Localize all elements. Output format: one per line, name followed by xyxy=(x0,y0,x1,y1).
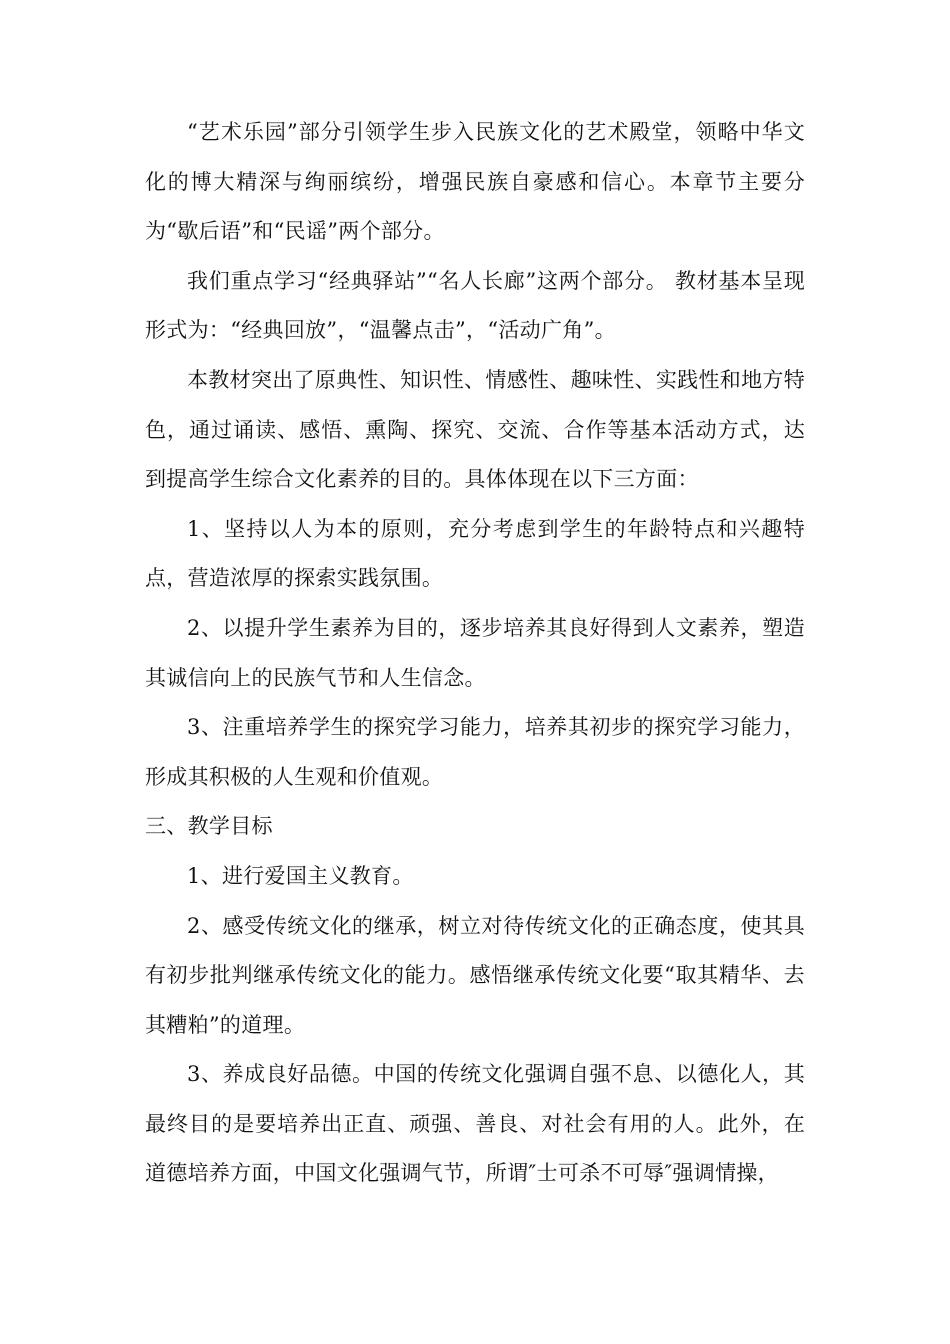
paragraph-textbook-features: 本教材突出了原典性、知识性、情感性、趣味性、实践性和地方特色，通过诵读、感悟、熏陶、探究、交流、合作等基本活动方式，达到提高学生综合文化素养的目的。具体体现在以下三方面： xyxy=(145,367,805,492)
list-item-goal-1: 1、进行爱国主义教育。 xyxy=(187,863,414,888)
list-item-goal-3: 3、养成良好品德。中国的传统文化强调自强不息、以德化人，其最终目的是要培养出正直、顽强、善良、对社会有用的人。此外，在道德培养方面，中国文化强调气节，所谓″士可杀不可辱″强调情操， xyxy=(145,1062,805,1186)
list-item-feature-2: 2、以提升学生素养为目的，逐步培养其良好得到人文素养，塑造其诚信向上的民族气节和人生信念。 xyxy=(145,615,805,690)
section-heading-teaching-goals: 三、教学目标 xyxy=(145,814,273,839)
list-item-goal-2: 2、感受传统文化的继承，树立对待传统文化的正确态度，使其具有初步批判继承传统文化的能力。感悟继承传统文化要“取其精华、去其糟粕”的道理。 xyxy=(145,913,805,1037)
paragraph-key-study: 我们重点学习“经典驿站”“名人长廊”这两个部分。 教材基本呈现形式为：“经典回放”，“温馨点击”，“活动广角”。 xyxy=(145,268,805,343)
list-item-feature-3: 3、注重培养学生的探究学习能力，培养其初步的探究学习能力，形成其积极的人生观和价值观。 xyxy=(145,715,805,789)
document-page xyxy=(145,108,805,1199)
list-item-feature-1: 1、坚持以人为本的原则，充分考虑到学生的年龄特点和兴趣特点，营造浓厚的探索实践氛围。 xyxy=(145,516,805,591)
paragraph-art-garden: “艺术乐园”部分引领学生步入民族文化的艺术殿堂，领略中华文化的博大精深与绚丽缤纷，增强民族自豪感和信心。本章节主要分为“歇后语”和“民谣”两个部分。 xyxy=(145,120,805,244)
